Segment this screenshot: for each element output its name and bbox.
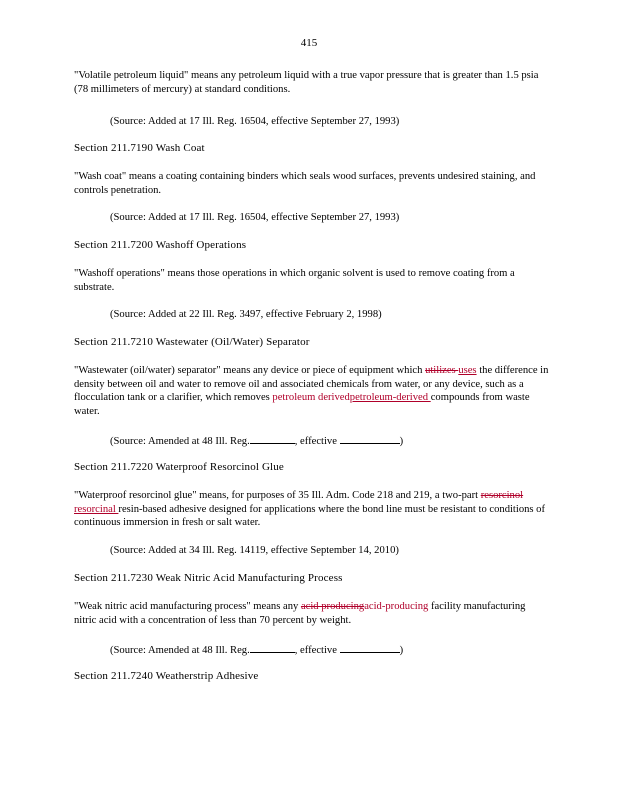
definition-text: "Waterproof resorcinol glue" means, for purposes of 35 Ill. Adm. Code 218 and 219, a two-part [74, 490, 481, 501]
source-text: ) [399, 645, 404, 656]
source-text: ) [399, 436, 404, 447]
source-note: (Source: Added at 22 Ill. Reg. 3497, effective February 2, 1998) [110, 309, 382, 320]
definition-volatile-petroleum-liquid: "Volatile petroleum liquid" means any petroleum liquid with a true vapor pressure that is greater than 1.5 psia (78 millimeters of mercury) at standard conditions. [74, 70, 539, 95]
section-heading-wash-coat: Section 211.7190 Wash Coat [74, 142, 205, 154]
source-text: (Source: Amended at 48 Ill. Reg. [110, 436, 250, 447]
blank-line [340, 433, 400, 444]
source-text: , effective [294, 645, 340, 656]
inserted-text: petroleum derived [272, 392, 350, 404]
source-text: , effective [294, 436, 340, 447]
deleted-text: resorcinol [480, 490, 524, 501]
section-heading-washoff-operations: Section 211.7200 Washoff Operations [74, 239, 247, 251]
definition-text: "Weak nitric acid manufacturing process" means any [74, 601, 301, 612]
definition-text: compounds from waste water. [74, 392, 530, 417]
source-note: (Source: Added at 17 Ill. Reg. 16504, effective September 27, 1993) [110, 116, 400, 127]
definition-text: facility manufacturing nitric acid with a concentration of less than 70 percent by weight. [74, 601, 526, 626]
blank-line [250, 433, 295, 444]
page-number: 415 [300, 37, 318, 49]
definition-wash-coat: "Wash coat" means a coating containing binders which seals wood surfaces, prevents undesired staining, and controls penetration. [74, 171, 536, 196]
definition-resorcinol-glue [74, 489, 549, 530]
section-heading-weatherstrip-adhesive: Section 211.7240 Weatherstrip Adhesive [74, 670, 259, 682]
blank-line [340, 642, 400, 653]
source-note: (Source: Added at 17 Ill. Reg. 16504, effective September 27, 1993) [110, 212, 400, 223]
deleted-text: utilizes [425, 365, 459, 376]
section-heading-weak-nitric-acid: Section 211.7230 Weak Nitric Acid Manufacturing Process [74, 572, 343, 584]
definition-washoff-operations: "Washoff operations" means those operations in which organic solvent is used to remove coating from a substrate. [74, 268, 515, 293]
source-note: (Source: Added at 34 Ill. Reg. 14119, effective September 14, 2010) [110, 545, 399, 556]
inserted-text: petroleum-derived [349, 392, 431, 404]
definition-text: resin-based adhesive designed for applications where the bond line must be resistant to conditions of continuous immersion in fresh or salt water. [74, 503, 546, 529]
definition-text: "Wastewater (oil/water) separator" means any device or piece of equipment which [74, 365, 426, 376]
deleted-text: acid producing [300, 601, 365, 612]
source-note [110, 642, 403, 658]
source-text: (Source: Amended at 48 Ill. Reg. [110, 645, 250, 656]
inserted-text: resorcinal [74, 503, 119, 515]
inserted-text: acid-producing [364, 601, 431, 612]
definition-wastewater-separator [74, 364, 549, 418]
definition-weak-nitric-acid [74, 600, 549, 627]
inserted-text: uses [458, 365, 477, 376]
blank-line [250, 642, 295, 653]
definition-text: the difference in density between oil and water to remove oil and associated chemicals from water, or any device, such as a flocculation tank or a clarifier, which removes [74, 365, 549, 404]
section-heading-resorcinol-glue: Section 211.7220 Waterproof Resorcinol Glue [74, 461, 284, 473]
source-note [110, 433, 403, 449]
section-heading-wastewater-separator: Section 211.7210 Wastewater (Oil/Water) Separator [74, 336, 310, 348]
